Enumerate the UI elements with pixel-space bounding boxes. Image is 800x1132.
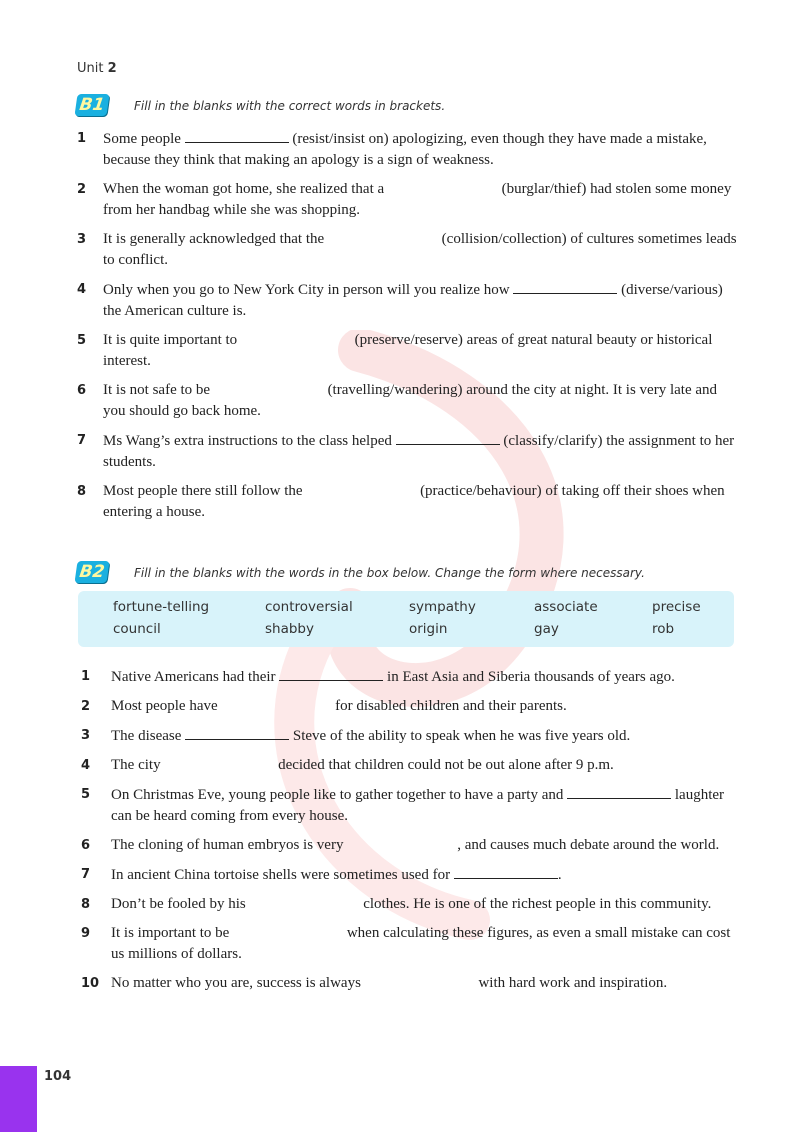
exercise-item — [81, 725, 741, 747]
item-text-after: (collision/collection) of cultures sometimes leads to conflict. — [103, 231, 737, 268]
exercise-item — [81, 755, 741, 776]
b1-badge: B1 — [74, 94, 109, 116]
item-number: 8 — [81, 897, 91, 912]
exercise-item — [81, 784, 741, 827]
item-text-before: Some people — [103, 131, 185, 147]
item-text-after: (diverse/various) the American culture is. — [103, 282, 723, 319]
exercise-item — [77, 330, 739, 372]
item-text-before: Native Americans had their — [111, 669, 280, 685]
answer-blank[interactable] — [185, 725, 289, 740]
item-text-before: It is not safe to be — [103, 382, 214, 398]
item-text-after: , and causes much debate around the world. — [457, 837, 720, 853]
item-number: 7 — [77, 433, 87, 448]
item-number: 2 — [81, 699, 91, 714]
item-text-before: The cloning of human embryos is very — [111, 837, 348, 853]
item-text-before: When the woman got home, she realized that a — [103, 181, 388, 197]
exercise-item — [81, 864, 741, 886]
exercise-item — [77, 430, 739, 473]
exercise-item — [77, 481, 739, 523]
item-text-after: (travelling/wandering) around the city at night. It is very late and you should go back home. — [103, 382, 718, 419]
item-number: 10 — [81, 976, 100, 991]
item-text-before: Ms Wang’s extra instructions to the class helped — [103, 433, 396, 449]
exercise-item — [81, 973, 741, 994]
answer-blank[interactable] — [396, 430, 500, 445]
item-number: 6 — [81, 838, 91, 853]
exercise-item — [77, 279, 739, 322]
b2-exercise-list — [81, 666, 741, 1002]
exercise-item — [81, 923, 741, 965]
item-text-after: in East Asia and Siberia thousands of years ago. — [383, 669, 675, 685]
b2-instruction: Fill in the blanks with the words in the box below. Change the form where necessary. — [134, 566, 645, 580]
word-box-item: precise — [652, 599, 701, 615]
item-text-after: Steve of the ability to speak when he was five years old. — [289, 728, 631, 744]
exercise-item — [77, 380, 739, 422]
item-number: 1 — [77, 131, 87, 146]
exercise-item — [81, 835, 741, 856]
item-number: 3 — [81, 728, 91, 743]
word-box-item: gay — [534, 621, 559, 637]
exercise-item — [77, 179, 739, 221]
item-text-after: when calculating these figures, as even a small mistake can cost us millions of dollars. — [111, 925, 731, 962]
exercise-item — [77, 128, 739, 171]
item-text-before: Most people have — [111, 698, 222, 714]
word-box-item: origin — [409, 621, 448, 637]
item-number: 4 — [77, 282, 87, 297]
item-text-before: Most people there still follow the — [103, 483, 307, 499]
answer-blank[interactable] — [567, 784, 671, 799]
item-number: 5 — [81, 787, 91, 802]
item-text-before: It is generally acknowledged that the — [103, 231, 328, 247]
item-text-before: Only when you go to New York City in person will you realize how — [103, 282, 514, 298]
answer-blank[interactable] — [513, 279, 617, 294]
word-box-item: associate — [534, 599, 598, 615]
item-text-after: with hard work and inspiration. — [474, 975, 668, 991]
unit-heading: Unit 2 — [77, 61, 117, 76]
exercise-item — [81, 696, 741, 717]
word-box-item: shabby — [265, 621, 314, 637]
item-text-before: In ancient China tortoise shells were sometimes used for — [111, 867, 454, 883]
item-number: 5 — [77, 333, 87, 348]
exercise-item — [77, 229, 739, 271]
item-text-before: Don’t be fooled by his — [111, 896, 250, 912]
word-box-item: fortune-telling — [113, 599, 210, 615]
item-text-after: . — [557, 867, 562, 883]
item-number: 2 — [77, 182, 87, 197]
item-text-after: (classify/clarify) the assignment to her students. — [103, 433, 735, 470]
item-text-after: (preserve/reserve) areas of great natural beauty or historical interest. — [103, 332, 713, 369]
item-text-after: (practice/behaviour) of taking off their shoes when entering a house. — [103, 483, 725, 520]
item-text-after: clothes. He is one of the richest people in this community. — [359, 896, 712, 912]
answer-blank[interactable] — [279, 666, 383, 681]
item-text-after: for disabled children and their parents. — [331, 698, 567, 714]
word-box-item: rob — [652, 621, 675, 637]
item-number: 4 — [81, 758, 91, 773]
exercise-item — [81, 666, 741, 688]
word-box — [78, 591, 734, 647]
item-number: 6 — [77, 383, 87, 398]
b1-exercise-list — [77, 128, 739, 531]
item-text-after: laughter can be heard coming from every house. — [111, 787, 725, 824]
word-box-item: sympathy — [409, 599, 476, 615]
answer-blank[interactable] — [454, 864, 558, 879]
exercise-item — [81, 894, 741, 915]
item-text-before: It is important to be — [111, 925, 234, 941]
answer-blank[interactable] — [185, 128, 289, 143]
item-text-before: The disease — [111, 728, 186, 744]
item-text-after: (resist/insist on) apologizing, even though they have made a mistake, because they think that making an apology is a sign of weakness. — [103, 131, 707, 168]
page-number: 104 — [44, 1069, 72, 1084]
item-number: 8 — [77, 484, 87, 499]
page-color-tab — [0, 1066, 37, 1132]
item-text-before: The city — [111, 757, 165, 773]
item-number: 3 — [77, 232, 87, 247]
b1-instruction: Fill in the blanks with the correct words in brackets. — [134, 99, 446, 113]
item-text-after: (burglar/thief) had stolen some money from her handbag while she was shopping. — [103, 181, 732, 218]
item-text-before: On Christmas Eve, young people like to gather together to have a party and — [111, 787, 568, 803]
word-box-item: controversial — [265, 599, 353, 615]
word-box-item: council — [113, 621, 161, 637]
b2-badge: B2 — [74, 561, 109, 583]
item-text-before: It is quite important to — [103, 332, 241, 348]
item-text-before: No matter who you are, success is always — [111, 975, 365, 991]
item-number: 7 — [81, 867, 91, 882]
item-number: 9 — [81, 926, 91, 941]
item-text-after: decided that children could not be out alone after 9 p.m. — [274, 757, 614, 773]
item-number: 1 — [81, 669, 91, 684]
